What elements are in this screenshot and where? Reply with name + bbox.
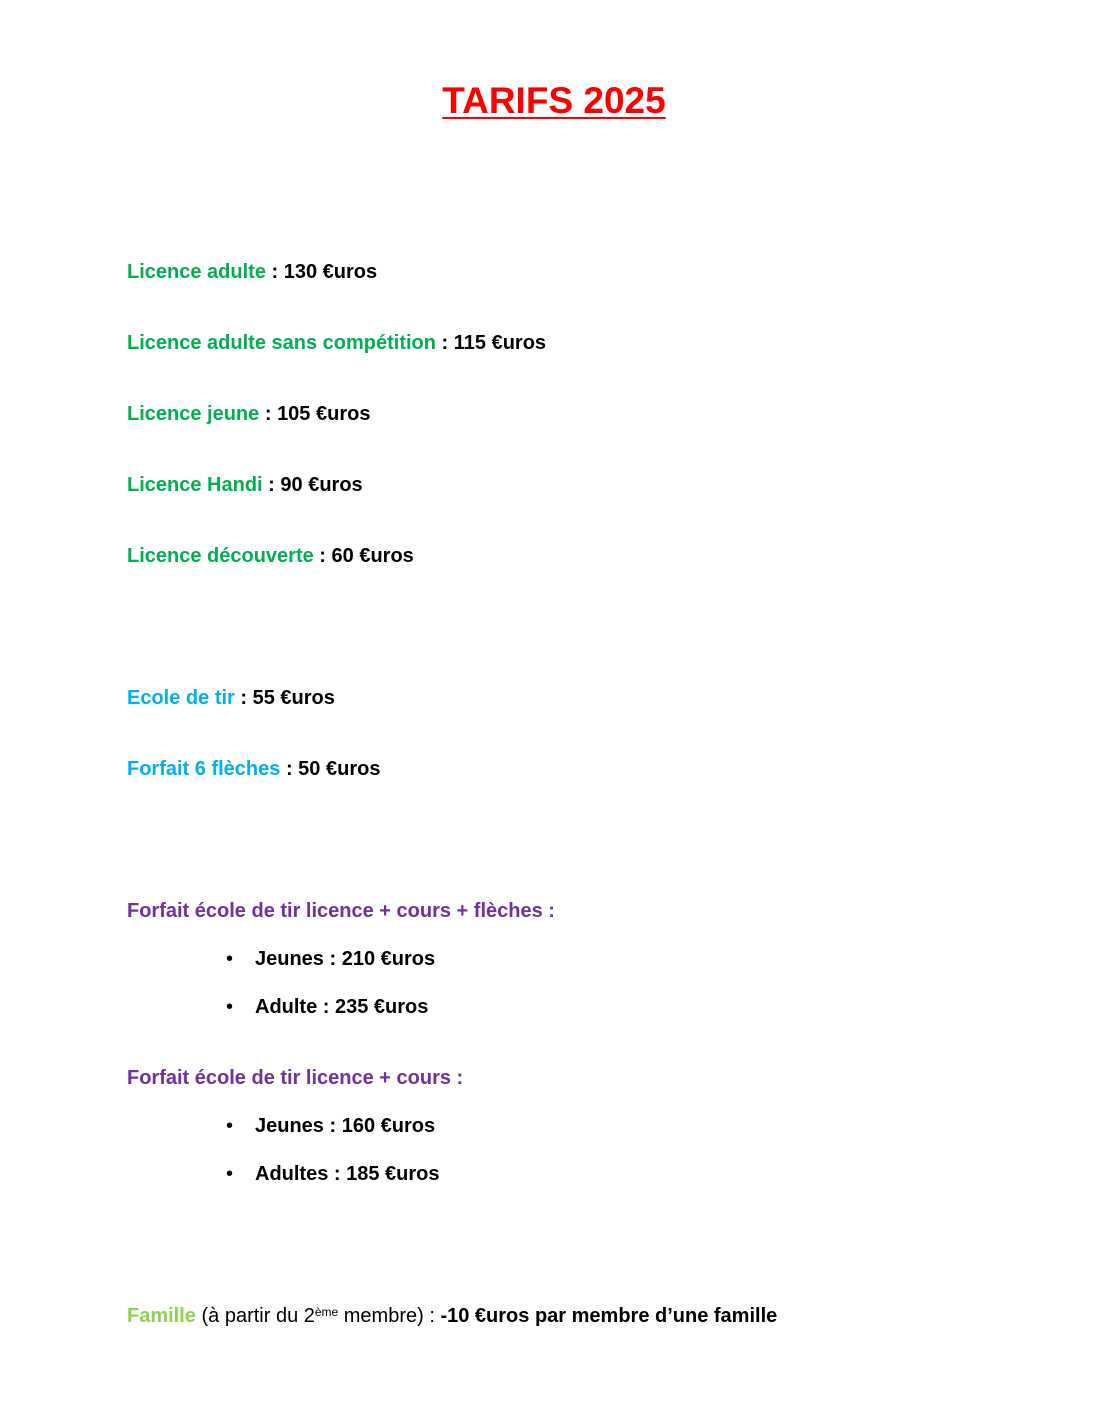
- page-title-text: TARIFS 2025: [442, 80, 666, 121]
- famille-discount: -10 €uros par membre d’une famille: [440, 1305, 778, 1327]
- price-label: Licence adulte: [127, 261, 266, 283]
- list-item: [226, 1162, 440, 1186]
- price-separator: :: [262, 474, 281, 496]
- price-label: Forfait 6 flèches: [127, 758, 281, 780]
- forfait-cours-heading: Forfait école de tir licence + cours :: [127, 1067, 464, 1089]
- bullet-icon: •: [226, 1115, 234, 1137]
- price-value: 50 €uros: [298, 758, 381, 780]
- price-line-ecole-de-tir: [127, 686, 335, 710]
- famille-line: [127, 1304, 777, 1328]
- bullet-icon: •: [226, 948, 234, 970]
- famille-note-after: membre) :: [338, 1305, 441, 1327]
- price-value: 60 €uros: [331, 545, 414, 567]
- bullet-icon: •: [226, 1163, 234, 1185]
- list-item: [226, 995, 428, 1019]
- famille-note-before: (à partir du 2: [195, 1305, 315, 1327]
- price-line-licence-handi: [127, 473, 363, 497]
- famille-note-sup: ème: [314, 1305, 339, 1319]
- famille-note: [196, 1305, 441, 1327]
- price-value: 115 €uros: [453, 332, 547, 354]
- price-value: 90 €uros: [280, 474, 363, 496]
- page-title: [0, 78, 1108, 124]
- price-value: 105 €uros: [277, 403, 371, 425]
- price-separator: :: [435, 332, 454, 354]
- price-line-forfait-fleches: [127, 757, 380, 781]
- list-item: [226, 1114, 435, 1138]
- price-line-licence-sans-competition: [127, 331, 546, 355]
- price-label: Licence adulte sans compétition: [127, 332, 436, 354]
- price-separator: :: [234, 687, 253, 709]
- famille-label: Famille: [127, 1305, 196, 1327]
- bullet-icon: •: [226, 996, 234, 1018]
- price-separator: :: [265, 261, 284, 283]
- price-label: Licence jeune: [127, 403, 260, 425]
- price-line-licence-jeune: [127, 402, 370, 426]
- list-item-text: Jeunes : 160 €uros: [255, 1115, 436, 1137]
- list-item-text: Jeunes : 210 €uros: [255, 948, 436, 970]
- list-item-text: Adulte : 235 €uros: [255, 996, 429, 1018]
- price-label: Ecole de tir: [127, 687, 235, 709]
- price-label: Licence Handi: [127, 474, 263, 496]
- price-value: 55 €uros: [252, 687, 335, 709]
- list-item: [226, 947, 435, 971]
- price-value: 130 €uros: [283, 261, 378, 283]
- price-separator: :: [280, 758, 299, 780]
- list-item-text: Adultes : 185 €uros: [255, 1163, 440, 1185]
- price-label: Licence découverte: [127, 545, 314, 567]
- price-line-licence-adulte: [127, 260, 377, 284]
- forfait-complet-heading: Forfait école de tir licence + cours + flèches :: [127, 900, 555, 922]
- price-separator: :: [313, 545, 332, 567]
- price-line-licence-decouverte: [127, 544, 414, 568]
- price-separator: :: [259, 403, 278, 425]
